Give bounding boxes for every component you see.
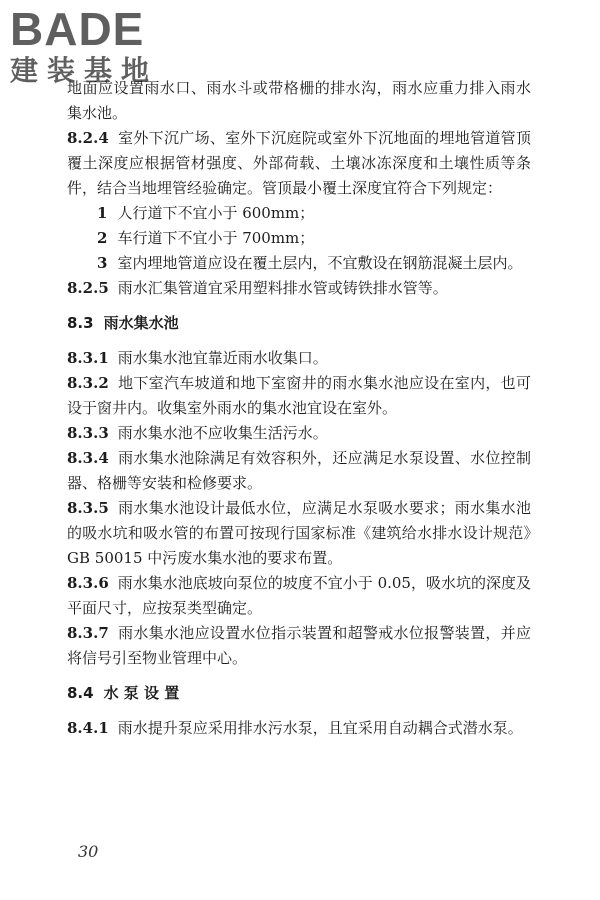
item-text: 人行道下不宜小于 600mm； [117, 204, 315, 222]
clause-text: 雨水集水池不应收集生活污水。 [117, 424, 328, 442]
clause-number: 8.2.5 [67, 279, 109, 297]
clause-text: 雨水汇集管道宜采用塑料排水管或铸铁排水管等。 [117, 279, 448, 297]
item-number: 3 [97, 254, 108, 272]
document-body [67, 76, 531, 741]
section-heading-8-3 [67, 311, 531, 336]
clause-text: 雨水提升泵应采用排水污水泵，且宜采用自动耦合式潜水泵。 [117, 719, 523, 737]
brand-logo-subtitle: 建装基地 [10, 54, 159, 87]
clause-8-3-7 [67, 621, 531, 671]
clause-text: 雨水集水池应设置水位指示装置和超警戒水位报警装置，并应将信号引至物业管理中心。 [67, 624, 531, 667]
clause-number: 8.3.5 [67, 499, 109, 517]
item-number: 2 [97, 229, 108, 247]
clause-8-3-3 [67, 421, 531, 446]
clause-number: 8.2.4 [67, 129, 109, 147]
clause-8-4-1 [67, 716, 531, 741]
clause-text: 雨水集水池宜靠近雨水收集口。 [117, 349, 328, 367]
brand-logo-text: BADE [10, 3, 145, 55]
clause-text: 雨水集水池设计最低水位，应满足水泵吸水要求；雨水集水池的吸水坑和吸水管的布置可按现行国家标准《建筑给水排水设计规范》GB 50015 中污废水集水池的要求布置。 [67, 499, 531, 567]
item-text: 室内埋地管道应设在覆土层内，不宜敷设在钢筋混凝土层内。 [117, 254, 523, 272]
clause-number: 8.3.1 [67, 349, 109, 367]
list-item [67, 226, 531, 251]
clause-8-3-2 [67, 371, 531, 421]
page-number: 30 [78, 842, 99, 861]
clause-number: 8.3.2 [67, 374, 109, 392]
clause-text: 地下室汽车坡道和地下室窗井的雨水集水池应设在室内，也可设于窗井内。收集室外雨水的集水池宜设在室外。 [67, 374, 531, 417]
clause-text: 室外下沉广场、室外下沉庭院或室外下沉地面的埋地管道管顶覆土深度应根据管材强度、外部荷载、土壤冰冻深度和土壤性质等条件，结合当地埋管经验确定。管顶最小覆土深度宜符合下列规定： [67, 129, 531, 197]
section-number: 8.3 [67, 314, 94, 332]
clause-number: 8.3.3 [67, 424, 109, 442]
clause-number: 8.3.4 [67, 449, 109, 467]
list-item [67, 201, 531, 226]
clause-8-2-5 [67, 276, 531, 301]
section-number: 8.4 [67, 684, 94, 702]
clause-8-3-1 [67, 346, 531, 371]
clause-number: 8.3.6 [67, 574, 109, 592]
section-title: 雨水集水池 [103, 314, 179, 332]
clause-8-3-4 [67, 446, 531, 496]
clause-text: 雨水集水池底坡向泵位的坡度不宜小于 0.05，吸水坑的深度及平面尺寸，应按泵类型确定。 [67, 574, 531, 617]
clause-8-2-3-continued: 地面应设置雨水口、雨水斗或带格栅的排水沟，雨水应重力排入雨水集水池。 [67, 79, 531, 122]
clause-number: 8.3.7 [67, 624, 109, 642]
item-number: 1 [97, 204, 108, 222]
clause-8-3-5 [67, 496, 531, 571]
list-item [67, 251, 531, 276]
clause-8-3-6 [67, 571, 531, 621]
clause-number: 8.4.1 [67, 719, 109, 737]
section-heading-8-4 [67, 681, 531, 706]
clause-8-2-4 [67, 126, 531, 201]
section-title: 水 泵 设 置 [103, 684, 180, 702]
item-text: 车行道下不宜小于 700mm； [117, 229, 315, 247]
clause-text: 雨水集水池除满足有效容积外，还应满足水泵设置、水位控制器、格栅等安装和检修要求。 [67, 449, 531, 492]
